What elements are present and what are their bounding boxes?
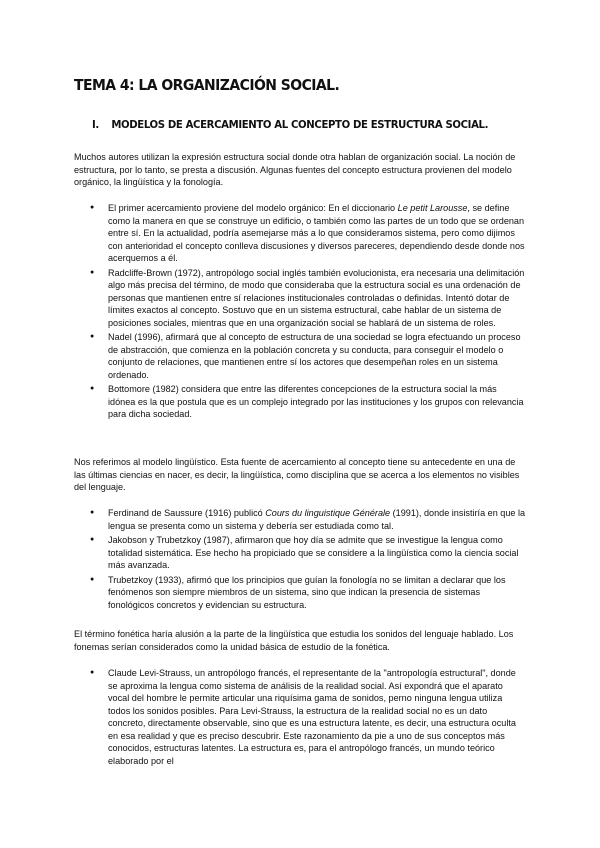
bullet-list-linguistic-model	[90, 507, 526, 613]
list-item: ● Jakobson y Trubetzkoy (1987), afirmaron que hoy día se admite que se investigue la lengua como totalidad sistemática. Ese hecho ha propiciado que se considere a la lingüística como la ciencia social más avanzada.	[90, 534, 526, 572]
list-item: ● El primer acercamiento proviene del modelo orgánico: En el diccionario Le petit Larousse, se define como la manera en que se construye un edificio, o también como las partes de un todo que se ordenan entre sí. En la actualidad, podría asemejarse más a lo que consideramos sistema, pero como dijimos con anterioridad el concepto conlleva discusiones y diversos pareceres, dependiendo desde donde nos acerquemos a él.	[90, 202, 526, 265]
bullet-list-phonology	[90, 667, 526, 769]
list-item: ● Bottomore (1982) considera que entre las diferentes concepciones de la estructura social la más idónea es la que postula que es un complejo integrado por las instituciones y los grupos con relevancia para dicha sociedad.	[90, 383, 526, 421]
linguistic-model-paragraph: Nos referimos al modelo lingüístico. Esta fuente de acercamiento al concepto tiene su antecedente en una de las últimas ciencias en nacer, es decir, la lingüística, como disciplina que se acerca a los elementos no visibles del lenguaje.	[74, 457, 520, 492]
phonetics-paragraph: El término fonética haría alusión a la parte de la lingüística que estudia los sonidos del lenguaje hablado. Los fonemas serían considerados como la unidad básica de estudio de la fonética.	[74, 629, 514, 652]
section-title: MODELOS DE ACERCAMIENTO AL CONCEPTO DE ESTRUCTURA SOCIAL.	[111, 118, 489, 131]
intro-paragraph: Muchos autores utilizan la expresión estructura social donde otra hablan de organización social. La noción de estructura, por lo tanto, se presta a discusión. Algunas fuentes del concepto estructura provienen del modelo orgánico, la lingüística y la fonología.	[74, 152, 516, 187]
bullet-list-organic-model	[90, 202, 526, 423]
list-item: ● Claude Levi-Strauss, un antropólogo francés, el representante de la "antropología estructural", donde se aproxima la lengua como sistema de análisis de la realidad social. Así expondrá que el aparato vocal del hombre le permite articular una riquísima gama de sonidos, perno ninguna lengua utiliza todos los sonidos posibles. Para Levi-Strauss, la estructura de la realidad social no es un dato concreto, directamente observable, sino que es una estructura latente, es decir, una estructura oculta en esa realidad y que es preciso descubrir. Este razonamiento da pie a uno de sus conceptos más conocidos, estructuras latentes. La estructura es, para el antropólogo francés, un mundo teórico elaborado por el	[90, 667, 526, 767]
list-item: ● Trubetzkoy (1933), afirmó que los principios que guían la fonología no se limitan a declarar que los fenómenos son siempre miembros de un sistema, sino que indican la presencia de sistemas fonológicos concretos y evidencian su estructura.	[90, 574, 526, 612]
list-item: ● Nadel (1996), afirmará que al concepto de estructura de una sociedad se logra efectuando un proceso de abstracción, que comienza en la población concreta y su conducta, para conseguir el modelo o conjunto de relaciones, que mantienen entre sí los actores que desempeñan roles en un sistema ordenado.	[90, 331, 526, 381]
list-item: ● Radcliffe-Brown (1972), antropólogo social inglés también evolucionista, era necesaria una delimitación algo más precisa del término, de modo que consideraba que la estructura social es una ordenación de personas que mantienen entre sí relaciones institucionales controladas o definidas. Intentó dotar de límites exactos al concepto. Sostuvo que en un sistema estructural, cabe hablar de un sistema de posiciones sociales, mientras que en una organización social se hablará de un sistema de roles.	[90, 267, 526, 330]
section-heading	[92, 118, 488, 131]
list-item: ● Ferdinand de Saussure (1916) publicó Cours du linguistique Générale (1991), donde insistiría en que la lengua se presenta como un sistema y debería ser estudiada como tal.	[90, 507, 526, 532]
section-number: I.	[92, 118, 99, 131]
page-title: TEMA 4: LA ORGANIZACIÓN SOCIAL.	[74, 76, 340, 94]
